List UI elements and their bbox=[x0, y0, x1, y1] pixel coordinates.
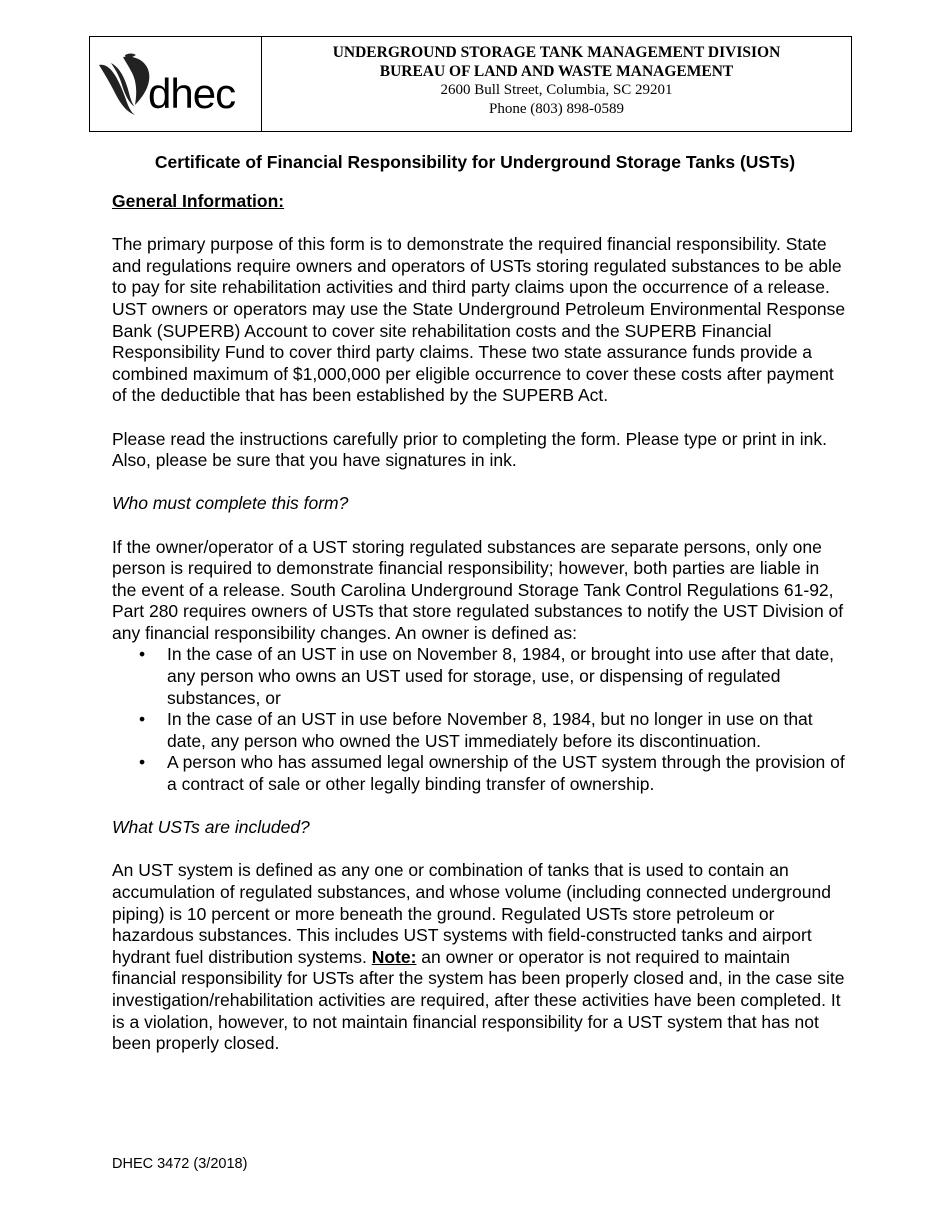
agency-address: 2600 Bull Street, Columbia, SC 29201 bbox=[440, 82, 673, 98]
owner-definition-list bbox=[112, 644, 847, 795]
division-name: UNDERGROUND STORAGE TANK MANAGEMENT DIVISION bbox=[332, 44, 781, 61]
form-title: Certificate of Financial Responsibility for Underground Storage Tanks (USTs) bbox=[154, 152, 796, 172]
note-text: an owner or operator is not required to maintain financial responsibility for USTs after the system has been properly closed and, in the case site investigation/rehabilitation activities are required, after these activities have been completed. It is a violation, however, to not maintain financial responsibility for a UST system that has not been properly closed. bbox=[112, 946, 845, 1054]
list-item: • In the case of an UST in use on November 8, 1984, or brought into use after that date, any person who owns an UST used for storage, use, or dispensing of regulated substances, or bbox=[167, 644, 847, 709]
who-must-complete-heading: Who must complete this form? bbox=[112, 493, 349, 514]
note-label: Note: bbox=[371, 946, 417, 967]
owner-operator-paragraph: If the owner/operator of a UST storing regulated substances are separate persons, only one person is required to demonstrate financial responsibility; however, both parties are liable in the event of a release. South Carolina Underground Storage Tank Control Regulations 61-92, Part 280 requires owners of USTs that store regulated substances to notify the UST Division of any financial responsibility changes. An owner is defined as: bbox=[112, 536, 844, 643]
logo-wordmark: dhec bbox=[148, 70, 236, 117]
ust-definition-paragraph bbox=[112, 860, 847, 1054]
agency-phone: Phone (803) 898-0589 bbox=[489, 101, 624, 117]
form-body bbox=[112, 191, 847, 1076]
bureau-name: BUREAU OF LAND AND WASTE MANAGEMENT bbox=[379, 63, 734, 80]
form-number: DHEC 3472 (3/2018) bbox=[112, 1156, 248, 1172]
what-usts-heading: What USTs are included? bbox=[112, 817, 310, 838]
agency-info bbox=[262, 37, 851, 131]
letterhead bbox=[89, 36, 852, 132]
dhec-logo bbox=[90, 37, 262, 131]
list-item: • In the case of an UST in use before November 8, 1984, but no longer in use on that date, any person who owned the UST immediately before its discontinuation. bbox=[167, 709, 847, 752]
purpose-paragraph: The primary purpose of this form is to demonstrate the required financial responsibility. State and regulations require owners and operators of USTs storing regulated substances to be able to pay for site rehabilitation activities and third party claims upon the occurrence of a release. UST owners or operators may use the State Underground Petroleum Environmental Response Bank (SUPERB) Account to cover site rehabilitation costs and the SUPERB Financial Responsibility Fund to cover third party claims. These two state assurance funds provide a combined maximum of $1,000,000 per eligible occurrence to cover these costs after payment of the deductible that has been established by the SUPERB Act. bbox=[112, 234, 846, 406]
general-information-heading: General Information: bbox=[112, 191, 285, 211]
palmetto-leaf-icon bbox=[95, 53, 155, 119]
list-item: • A person who has assumed legal ownership of the UST system through the provision of a contract of sale or other legally binding transfer of ownership. bbox=[167, 752, 847, 795]
ust-definition-text: An UST system is defined as any one or combination of tanks that is used to contain an accumulation of regulated substances, and whose volume (including connected underground piping) is 10 percent or more beneath the ground. Regulated USTs store petroleum or hazardous substances. This includes UST systems with field-constructed tanks and airport hydrant fuel distribution systems. bbox=[112, 860, 831, 967]
instructions-paragraph: Please read the instructions carefully prior to completing the form. Please type or print in ink. Also, please be sure that you have signatures in ink. bbox=[112, 428, 827, 471]
